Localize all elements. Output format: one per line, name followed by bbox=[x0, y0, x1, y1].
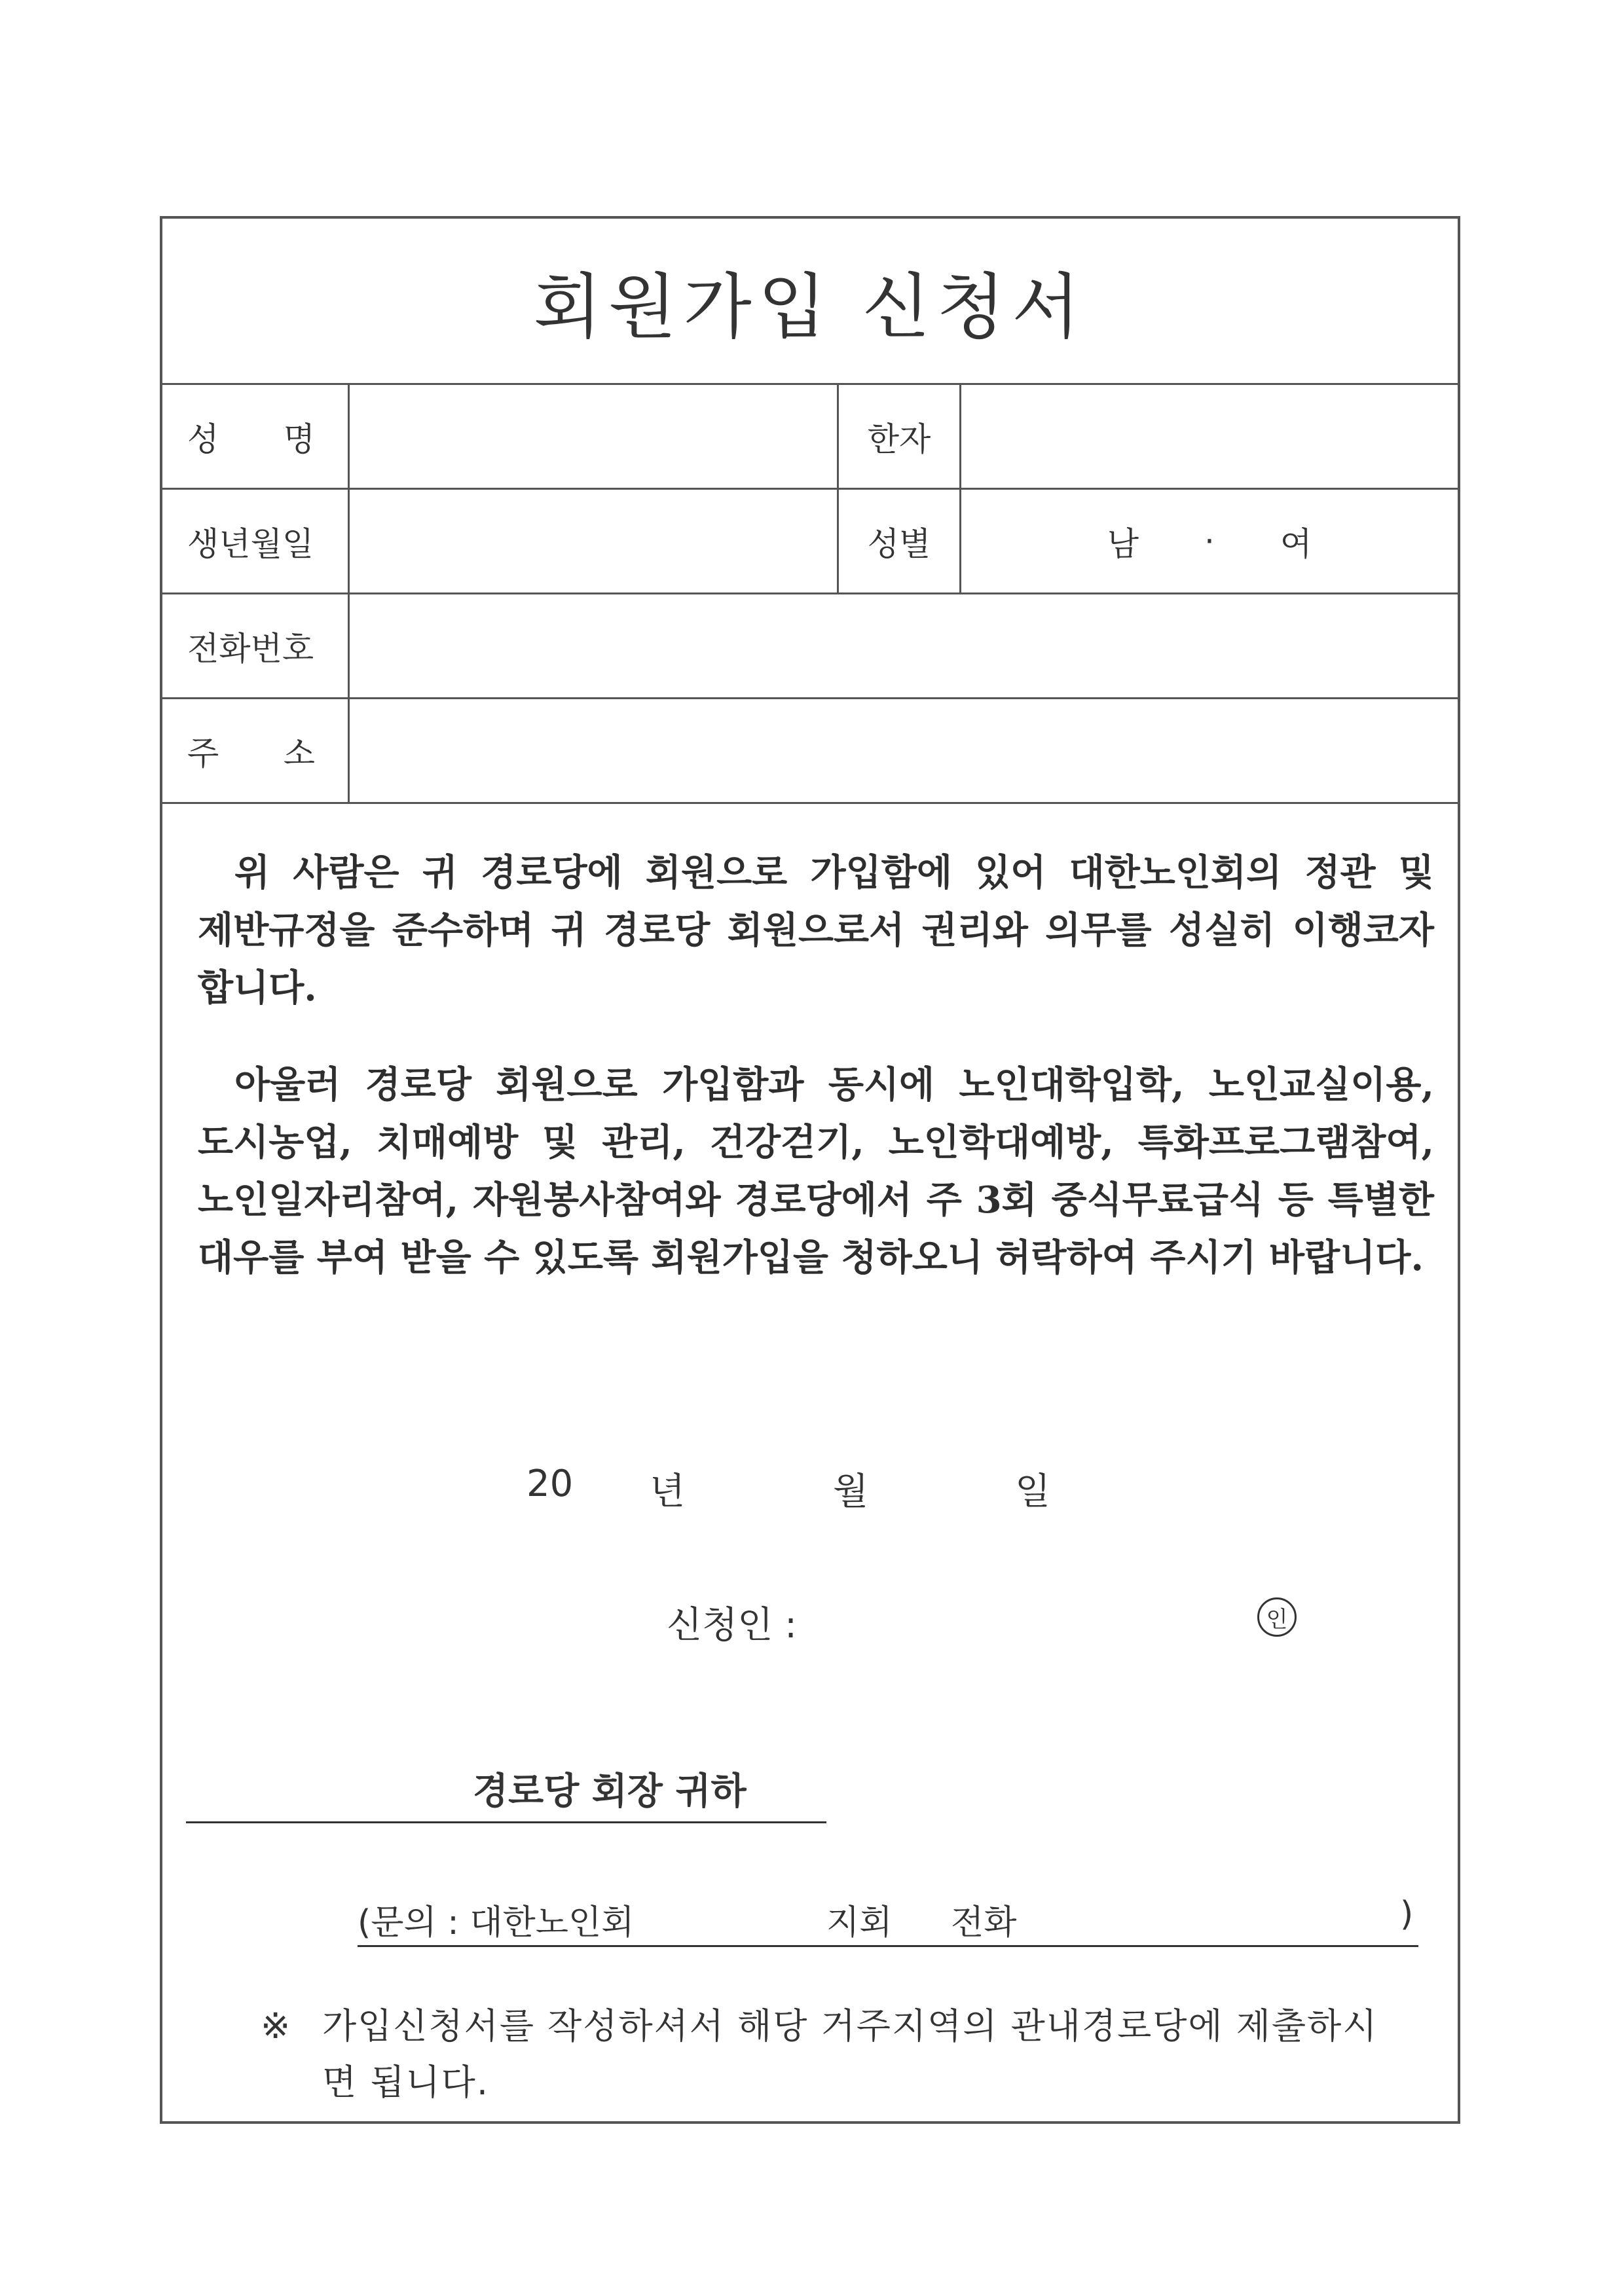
hanja-field[interactable] bbox=[961, 385, 1458, 488]
phone-label: 전화번호 bbox=[162, 594, 350, 697]
phone-field[interactable] bbox=[350, 594, 1458, 697]
date-day: 일 bbox=[1015, 1470, 1051, 1513]
gender-female-option[interactable]: 여 bbox=[1280, 524, 1312, 563]
gender-separator: · bbox=[1204, 522, 1215, 560]
gender-label: 성별 bbox=[837, 490, 961, 592]
birth-field[interactable] bbox=[350, 490, 837, 592]
applicant-label: 신청인 : bbox=[667, 1604, 797, 1647]
title-row bbox=[162, 219, 1458, 385]
address-label-part2: 소 bbox=[283, 734, 315, 773]
gender-options bbox=[961, 490, 1458, 592]
inquiry-close: ) bbox=[1400, 1895, 1414, 1934]
phone-row bbox=[162, 594, 1458, 699]
address-label bbox=[162, 699, 350, 802]
seal-mark: 인 bbox=[1257, 1597, 1297, 1637]
addressee: 경로당 회장 귀하 bbox=[473, 1770, 747, 1813]
birth-row bbox=[162, 490, 1458, 594]
addressee-underline bbox=[186, 1821, 826, 1823]
body-paragraph-1: 위 사람은 귀 경로당에 회원으로 가입함에 있어 대한노인회의 정관 및 제반규정을 준수하며 귀 경로당 회원으로서 권리와 의무를 성실히 이행코자 합니다. bbox=[198, 851, 1434, 1010]
membership-form bbox=[160, 216, 1460, 2124]
name-label-part2: 명 bbox=[283, 420, 315, 458]
note bbox=[261, 1998, 1403, 2111]
address-field[interactable] bbox=[350, 699, 1458, 802]
address-row bbox=[162, 699, 1458, 804]
name-field[interactable] bbox=[350, 385, 837, 488]
note-text: 가입신청서를 작성하셔서 해당 거주지역의 관내경로당에 제출하시면 됩니다. bbox=[322, 2005, 1378, 2103]
name-label bbox=[162, 385, 350, 488]
reference-mark-icon: ※ bbox=[261, 2005, 292, 2047]
name-label-part1: 성 bbox=[187, 420, 219, 458]
body-paragraph-2: 아울러 경로당 회원으로 가입함과 동시에 노인대학입학, 노인교실이용, 도시농업, 치매예방 및 관리, 건강걷기, 노인학대예방, 특화프로그램참여, 노인일자리참여, 자원봉사참여와 경로당에서 주 3회 중식무료급식 등 특별한 대우를 부여 받을 수 있도록 회원가입을 청하오니 허락하여 주시기 바랍니다. bbox=[198, 1063, 1434, 1279]
address-label-part1: 주 bbox=[187, 734, 219, 773]
hanja-label: 한자 bbox=[837, 385, 961, 488]
inquiry-open: (문의 : 대한노인회 bbox=[358, 1903, 635, 1942]
date-month: 월 bbox=[833, 1470, 869, 1513]
inquiry-line bbox=[358, 1895, 1418, 1947]
name-row bbox=[162, 385, 1458, 490]
date-year: 년 bbox=[650, 1470, 686, 1513]
inquiry-branch: 지회 bbox=[826, 1903, 893, 1942]
birth-label: 생년월일 bbox=[162, 490, 350, 592]
form-title: 회원가입 신청서 bbox=[533, 266, 1087, 348]
date-year-prefix: 20 bbox=[526, 1463, 574, 1505]
inquiry-phone: 전화 bbox=[951, 1903, 1017, 1942]
gender-male-option[interactable]: 남 bbox=[1107, 524, 1139, 563]
